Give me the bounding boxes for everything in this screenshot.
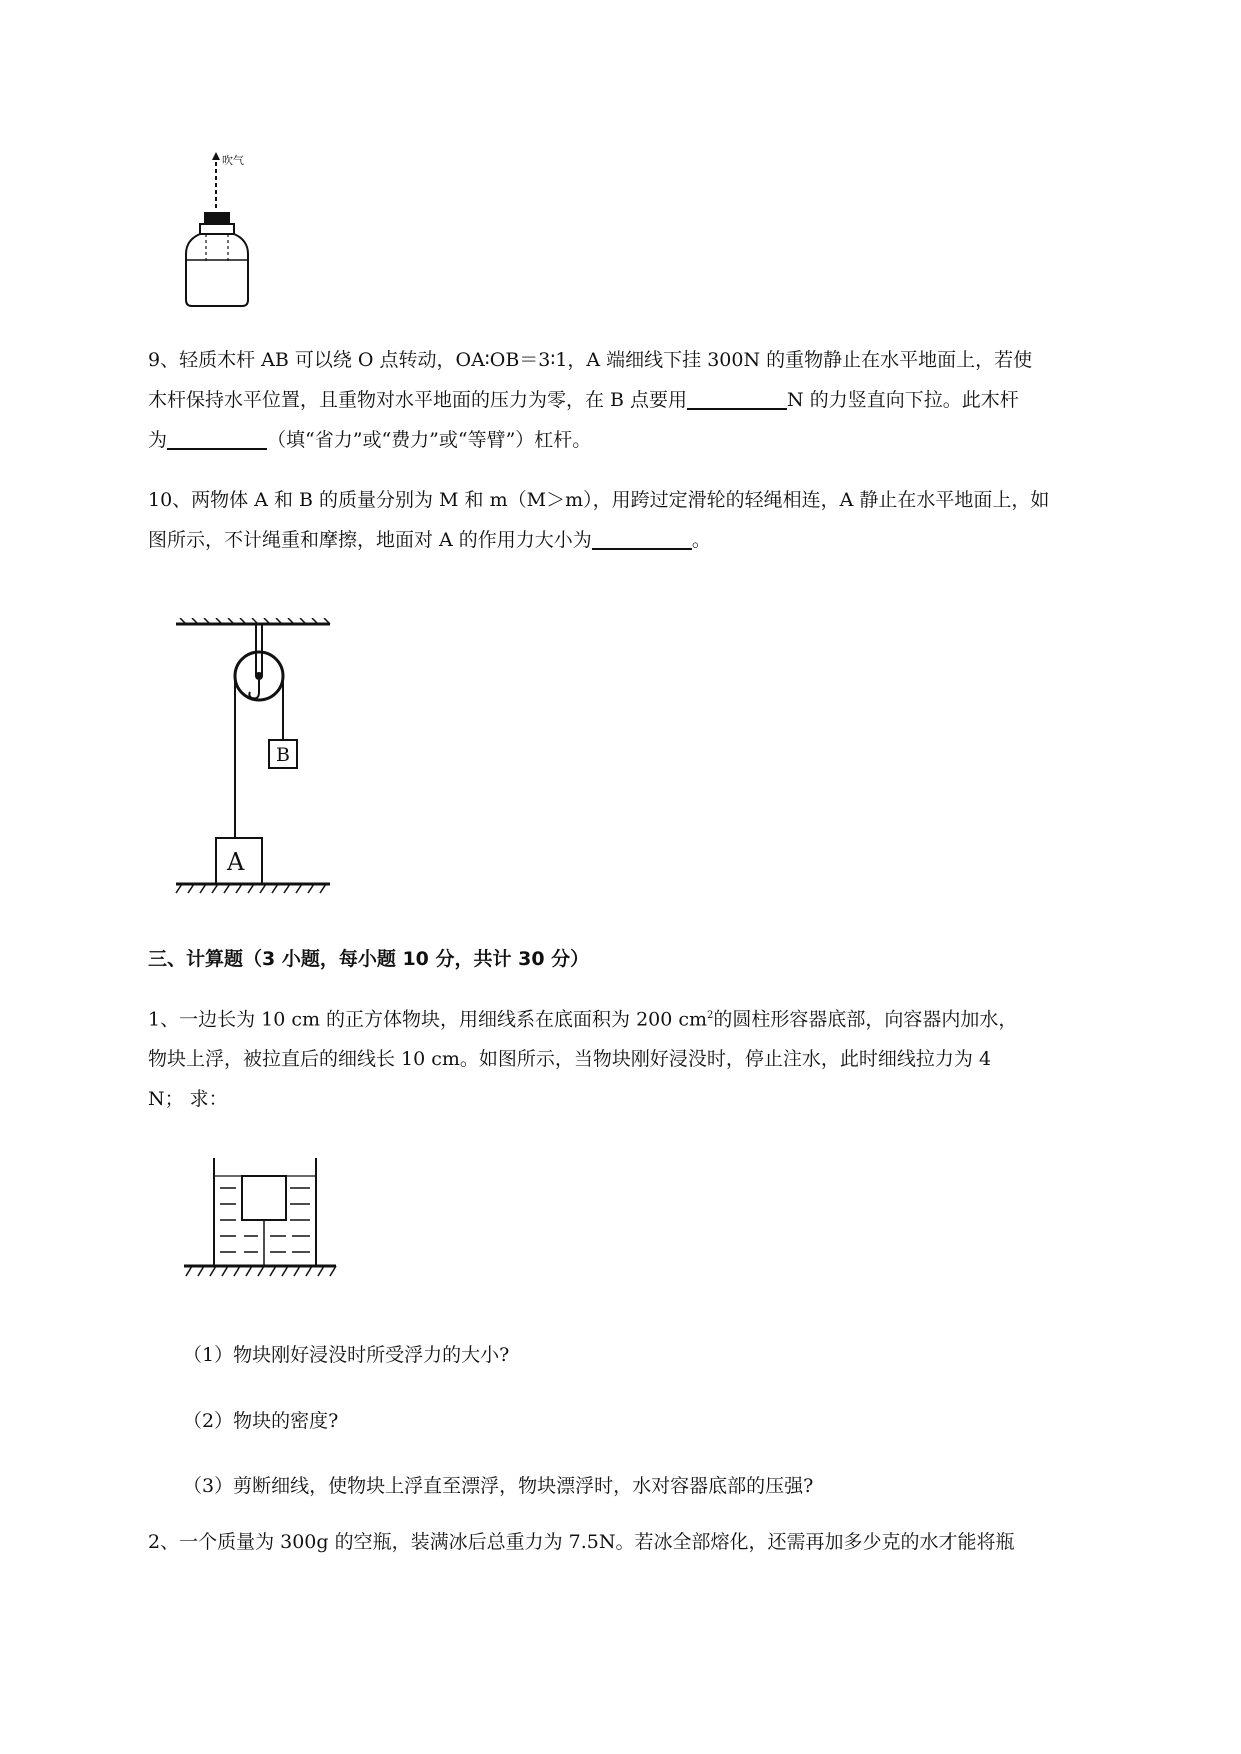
section-heading: 三、计算题（3 小题，每小题 10 分，共计 30 分） xyxy=(148,948,590,970)
q9-line2 xyxy=(148,380,1153,420)
c2-line1: 2、一个质量为 300g 的空瓶，装满冰后总重力为 7.5N。若冰全部熔化，还需再加多少克的水才能将瓶 xyxy=(148,1531,1015,1553)
q9-line3 xyxy=(148,420,1153,460)
q10-line2-text: 图所示，不计绳重和摩擦，地面对 A 的作用力大小为 xyxy=(148,529,592,551)
bottle-figure xyxy=(180,150,270,310)
c1-line3: N； 求： xyxy=(148,1088,228,1111)
q10-line2-text-b: 。 xyxy=(691,529,711,551)
sub-question-1: （1）物块刚好浸没时所受浮力的大小? xyxy=(183,1344,510,1366)
sub-question-2: （2）物块的密度? xyxy=(183,1410,339,1432)
calc-question-1 xyxy=(148,996,1153,1119)
q9-line3-text: 为 xyxy=(148,429,168,451)
c1-line2: 物块上浮，被拉直后的细线长 10 cm。如图所示，当物块刚好浸没时，停止注水，此时细线拉力为 4 xyxy=(148,1048,992,1071)
question-10 xyxy=(148,480,1153,560)
pulley-figure xyxy=(172,618,334,903)
container-figure xyxy=(180,1158,340,1290)
c1-line1-text: 1、一边长为 10 cm 的正方体物块，用细线系在底面积为 200 cm xyxy=(148,1008,708,1031)
answer-blank[interactable] xyxy=(592,528,692,550)
q10-line1: 10、两物体 A 和 B 的质量分别为 M 和 m（M＞m），用跨过定滑轮的轻绳相连，A 静止在水平地面上，如 xyxy=(148,489,1050,511)
label-a: A xyxy=(227,848,245,876)
question-9 xyxy=(148,340,1153,460)
answer-blank[interactable] xyxy=(687,388,787,410)
bottle-label: 吹气 xyxy=(222,154,244,167)
sub-question-3: （3）剪断细线，使物块上浮直至漂浮，物块漂浮时，水对容器底部的压强? xyxy=(183,1475,814,1497)
answer-blank[interactable] xyxy=(167,428,267,450)
superscript: 2 xyxy=(707,1010,714,1021)
q9-line3-text-b: （填“省力”或“费力”或“等臂”）杠杆。 xyxy=(267,429,592,451)
q9-line2-text-b: N 的力竖直向下拉。此木杆 xyxy=(787,389,1019,411)
c1-line1-text-b: 的圆柱形容器底部，向容器内加水， xyxy=(713,1008,1018,1031)
q9-line1: 9、轻质木杆 AB 可以绕 O 点转动，OA∶OB＝3∶1，A 端细线下挂 300N 的重物静止在水平地面上，若使 xyxy=(148,349,1033,371)
q9-line2-text: 木杆保持水平位置，且重物对水平地面的压力为零，在 B 点要用 xyxy=(148,389,688,411)
c1-line1 xyxy=(148,996,1153,1039)
calc-question-2 xyxy=(148,1522,1153,1562)
q10-line2 xyxy=(148,520,1153,560)
label-b: B xyxy=(276,744,290,766)
